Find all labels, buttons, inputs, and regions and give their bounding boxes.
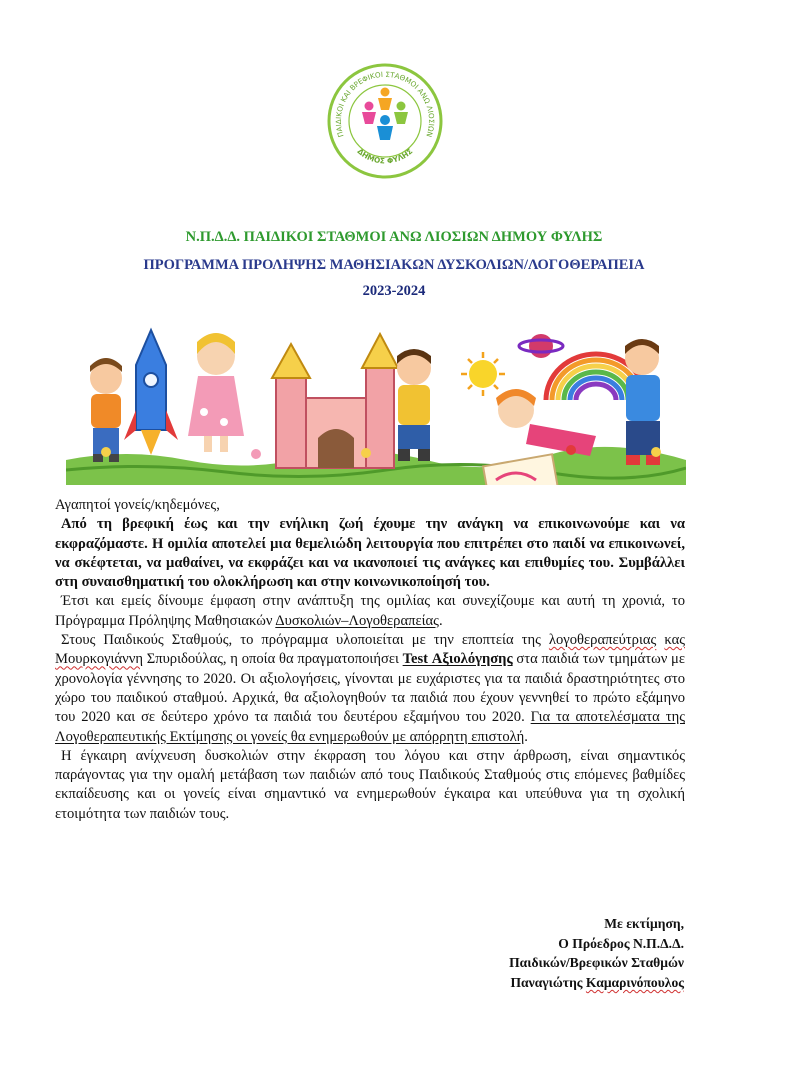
signer-surname: Καμαρινόπουλος <box>585 974 684 990</box>
signer-name <box>509 973 684 993</box>
paragraph-assessment <box>55 631 685 747</box>
paragraph-early-detection: Η έγκαιρη ανίχνευση δυσκολιών στην έκφραση του λόγου και στην άρθρωση, είναι σημαντικός παράγοντας για την ομαλή μετάβαση των παιδιών από τους Παιδικούς Σταθμούς στις επόμενες βαθμίδες εκπαίδευσης και οι γονείς είναι σημαντικό να ενημερωθούν έγκαιρα και υπεύθυνα για τη σχολική ετοιμότητα των παιδιών τους. <box>55 747 685 822</box>
period: . <box>438 612 443 629</box>
program-name-link: Δυσκολιών–Λογοθεραπείας <box>275 612 439 629</box>
therapist-surname: Μουρκογιάννη <box>55 651 143 668</box>
paragraph-program <box>55 592 685 631</box>
organization-title: Ν.Π.Δ.Δ. ΠΑΙΔΙΚΟΙ ΣΤΑΘΜΟΙ ΑΝΩ ΛΙΟΣΙΩΝ ΔΗΜΟΥ ΦΥΛΗΣ <box>185 229 603 245</box>
intro-paragraph: Από τη βρεφική έως και την ενήλικη ζωή έχουμε την ανάγκη να επικοινωνούμε και να εκφραζόμαστε. Η ομιλία αποτελεί μια θεμελιώδη λειτουργία που επιτρέπει στο παιδί να επικοινωνεί, να σκέφτεται, να μαθαίνει, να εκφράζει και να ικανοποιεί τις ανάγκες και επιθυμίες του. Συμβάλλει στη συναισθηματική του ολοκλήρωση και στην κοινωνικοποίησή του. <box>55 516 685 591</box>
school-year: 2023-2024 <box>362 283 426 299</box>
signature-block <box>509 914 684 992</box>
therapist-title: λογοθεραπεύτριας <box>548 632 657 649</box>
closing: Με εκτίμηση, <box>604 916 684 931</box>
period: . <box>524 728 528 745</box>
greeting: Αγαπητοί γονείς/κηδεμόνες, <box>55 497 220 513</box>
assessment-text-end: στα παιδιά των τμημάτων με χρονολογία γέννησης το 2020. Οι αξιολογήσεις, γίνονται με ευχάριστες για τα παιδιά δραστηριότητες στο χώρο του παιδικού σταθμού. Αρχικά, θα αξιολογηθούν τα παιδιά που έχουν γεννηθεί το πρώτο εξάμηνο του 2020 και σε δεύτερο χρόνο τα παιδιά του δευτέρου εξαμήνου του 2020. <box>55 651 686 726</box>
signer-organization: Παιδικών/Βρεφικών Σταθμών <box>509 955 684 971</box>
assessment-text-mid: Σπυριδούλας, η οποία θα πραγματοποιήσει <box>142 651 403 668</box>
logo-ring-text: ΠΑΙΔΙΚΟΙ ΚΑΙ ΒΡΕΦΙΚΟΙ ΣΤΑΘΜΟΙ ΑΝΩ ΛΙΟΣΙΩΝ <box>333 69 437 139</box>
logo <box>326 62 444 180</box>
logo-children-icon <box>362 88 408 141</box>
svg-text:ΔΗΜΟΣ ΦΥΛΗΣ <box>356 147 415 166</box>
test-assessment-label: Test Αξιολόγησης <box>402 651 513 668</box>
signer-title: Ο Πρόεδρος Ν.Π.Δ.Δ. <box>558 935 684 951</box>
children-drawing-illustration <box>66 320 686 485</box>
paragraph-program-text: Έτσι και εμείς δίνουμε έμφαση στην ανάπτυξη της ομιλίας και συνεχίζουμε και αυτή τη χρονιά, το Πρόγραμμα Πρόληψης Μαθησιακών <box>55 593 685 629</box>
honorific: κας <box>664 632 685 649</box>
results-notice: Για τα αποτελέσματα της Λογοθεραπευτικής Εκτίμησης οι γονείς θα ενημερωθούν με απόρρητη επιστολή <box>55 709 685 745</box>
assessment-text-start: Στους Παιδικούς Σταθμούς, το πρόγραμμα υλοποιείται με την εποπτεία της <box>61 632 549 649</box>
logo-bottom-text: ΔΗΜΟΣ ΦΥΛΗΣ <box>355 146 415 166</box>
program-title: ΠΡΟΓΡΑΜΜΑ ΠΡΟΛΗΨΗΣ ΜΑΘΗΣΙΑΚΩΝ ΔΥΣΚΟΛΙΩΝ/ΛΟΓΟΘΕΡΑΠΕΙΑ <box>143 257 645 273</box>
signer-first-name: Παναγιώτης <box>510 974 586 990</box>
letter-body <box>55 496 685 824</box>
